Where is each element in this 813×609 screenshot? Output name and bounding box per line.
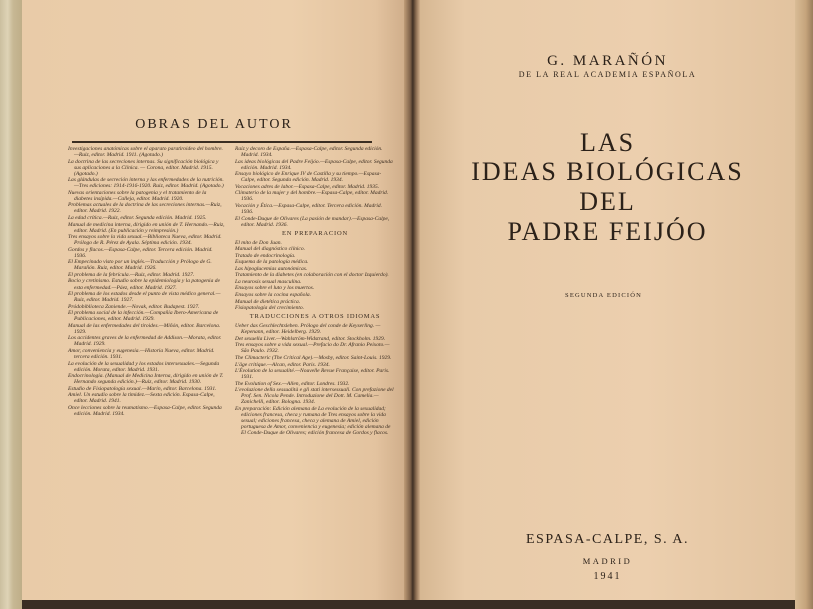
prep-entry: Tratado de endocrinología. bbox=[235, 252, 296, 259]
work-entry: El problema de los estados desde el punto de vista médico general.—Ruiz, editor. Madrid. 1927. bbox=[68, 291, 221, 304]
translation-entry: The Climacteric (The Critical Age).—Mosby, editor. Saint-Louis. 1929. bbox=[235, 354, 392, 361]
translation-entry: En preparación: Edición alemana de La evolución de la sexualidad; ediciones francesa, checa y rumana de Tres ensayos sobre la vida sexual; ediciones francesa, checa y alemana de Amiel, edición portuguesa de Amor, conveniencia y eugenesia; edición alemana de El Conde-Duque de Olivares; edición francesa de Gordos y flacos. bbox=[235, 405, 391, 437]
translation-entry: Tres ensayos sobre a vida sexual.—Prefacio do Dr. Afranio Peixoto.—São Paulo. 1932. bbox=[235, 342, 390, 355]
work-entry: El problema de la febrícula.—Ruiz, editor. Madrid. 1927. bbox=[68, 271, 195, 278]
title-line: PADRE FEIJÓO bbox=[507, 217, 708, 246]
work-entry: Raíz y decoro de España.—Espasa-Calpe, editor. Segunda edición. Madrid. 1934. bbox=[235, 146, 383, 159]
prep-entry: Ensayos sobre el luto y los muertos. bbox=[235, 285, 315, 292]
prep-entry: Manual del diagnóstico clínico. bbox=[235, 246, 305, 253]
prep-entry: Esquema de la patología médica. bbox=[235, 259, 309, 266]
work-entry: Vocaciones adres de labor.—Espasa-Calpe, editor. Madrid. 1935. bbox=[235, 183, 380, 190]
translation-entry: L'âge critique.—Alcan, editor. Paris. 1934. bbox=[235, 361, 330, 368]
prep-entry: La neurosis sexual masculina. bbox=[235, 278, 302, 285]
work-entry: La doctrina de las secreciones internas. Su significación biológica y sus aplicaciones a la Clínica. — Corona, editor. Madrid. 1915. (Agotado.) bbox=[68, 158, 219, 177]
prep-entry: Manual de dietética práctica. bbox=[235, 298, 301, 305]
translation-entry: L'Évolution de la sexualité.—Nouvelle Revue Française, editor. Paris. 1931. bbox=[235, 368, 390, 381]
work-entry: Amiel. Un estudio sobre la timidez.—Sexta edición. Espasa-Calpe, editor. Madrid. 1941. bbox=[68, 392, 215, 405]
edition-label: SEGUNDA EDICIÓN bbox=[565, 292, 643, 299]
work-entry: El Conde-Duque de Olivares (La pasión de mandar).—Espasa-Calpe, editor. Madrid. 1936. bbox=[235, 215, 390, 228]
work-entry: El problema social de la infección.—Compañía Ibero-Americana de Publicaciones, editor. Madrid. 1929. bbox=[68, 310, 219, 323]
right-page bbox=[420, 0, 795, 605]
publisher-city: MADRID bbox=[582, 556, 633, 566]
work-entry: Los accidentes graves de la enfermedad de Addison.—Morata, editor. Madrid. 1929. bbox=[68, 335, 222, 348]
translations-heading: TRADUCCIONES A OTROS IDIOMAS bbox=[249, 313, 381, 321]
work-entry: Las ideas biológicas del Padre Feijóo.—Espasa-Calpe, editor. Segunda edición. Madrid. 1934. bbox=[235, 158, 393, 171]
work-entry: Pródobiblioteca Zaniende.—Novak, editor. Budapest. 1927. bbox=[68, 303, 200, 310]
publisher-name: ESPASA-CALPE, S. A. bbox=[526, 532, 689, 547]
work-entry: Climaterio de la mujer y del hombre.—Espasa-Calpe, editor. Madrid. 1936. bbox=[235, 190, 389, 203]
work-entry: Las glándulas de secreción interna y las enfermedades de la nutrición.—Tres ediciones: 1914-1916-1920. Ruiz, editor. Madrid. (Agotado.) bbox=[68, 177, 224, 190]
work-entry: Gordos y flacos.—Espasa-Calpe, editor. Tercera edición. Madrid. 1936. bbox=[68, 246, 213, 259]
title-line: DEL bbox=[579, 187, 636, 216]
translation-entry: The Evolution of Sex.—Allen, editor. Londres. 1932. bbox=[235, 380, 350, 387]
prep-entry: Fisiopatología del crecimiento. bbox=[235, 305, 304, 312]
prep-entry: El mito de Don Juan. bbox=[235, 239, 282, 246]
work-entry: El Empecinado visto por un inglés.—Traducción y Prólogo de G. Marañón. Ruiz, editor. Madrid. 1926. bbox=[68, 259, 212, 272]
work-entry: Nuevas orientaciones sobre la patogenia y el tratamiento de la diabetes insípida.—Calleja, editor. Madrid. 1920. bbox=[68, 189, 207, 202]
work-entry: Vocación y Ética.—Espasa-Calpe, editor. Tercera edición. Madrid. 1936. bbox=[235, 202, 383, 215]
works-heading: OBRAS DEL AUTOR bbox=[135, 117, 293, 132]
translation-entry: Det sexuella Livet.—Wahlström-Widstrand, editor. Stockholm. 1929. bbox=[235, 335, 386, 342]
cover-edge-right bbox=[795, 0, 813, 609]
work-entry: La edad crítica.—Ruiz, editor. Segunda edición. Madrid. 1925. bbox=[68, 215, 207, 222]
work-entry: Endocrinología. (Manual de Medicina Interna, dirigido en unión de T. Hernando segunda edición.)—Ruiz, editor. Madrid. 1930. bbox=[68, 373, 224, 386]
author-affiliation: DE LA REAL ACADEMIA ESPAÑOLA bbox=[518, 70, 697, 79]
author-name: G. MARAÑÓN bbox=[547, 53, 668, 69]
publication-year: 1941 bbox=[593, 571, 622, 582]
work-entry: La evolución de la sexualidad y los estados intersexuales.—Segunda edición. Morata, editor. Madrid. 1931. bbox=[68, 360, 220, 373]
heading-rule bbox=[72, 141, 372, 143]
prep-entry: Las hipoglucemias autonómicas. bbox=[235, 265, 308, 272]
work-entry: Bocio y cretinismo. Estudio sobre la epidemiología y la patogenia de esta enfermedad.—Páez, editor. Madrid. 1927. bbox=[68, 278, 220, 291]
work-entry: Manual de medicina interna, dirigido en unión de T. Hernando.—Ruiz, editor. Madrid. (En publicación y reimpresión.) bbox=[68, 221, 225, 234]
cover-edge-left bbox=[0, 0, 22, 609]
works-column-a bbox=[68, 146, 226, 418]
work-entry: Problemas actuales de la doctrina de las secreciones internas.—Ruiz, editor. Madrid. 1922. bbox=[68, 202, 222, 215]
in-preparation-heading: EN PREPARACION bbox=[281, 229, 349, 237]
translation-entry: L'evoluzione della sessualità e gli stati intersessuali. Con prefazione del Prof. Sen. Nicola Pende. Introduzione del Dott. M. Camelia.—Zanichelli, editor. Bologna. 1934. bbox=[235, 387, 394, 406]
work-entry: Ensayo biológico de Enrique IV de Castilla y su tiempo.—Espasa-Calpe, editor. Segunda edición. Madrid. 1934. bbox=[235, 171, 382, 184]
book-gutter bbox=[404, 0, 420, 605]
work-entry: Amor, conveniencia y eugenesia.—Historia Nueva, editor. Madrid. tercera edición. 1931. bbox=[68, 348, 215, 361]
translation-entry: Ueber das Geschlechtsleben. Prólogo del conde de Keyserling. — Kepenann, editor. Heidelberg. 1929. bbox=[235, 323, 381, 336]
prep-entry: Ensayos sobre la cocina española. bbox=[235, 292, 312, 299]
title-line: IDEAS BIOLÓGICAS bbox=[471, 157, 744, 186]
work-entry: Estudio de Fisiopatología sexual.—Marín, editor. Barcelona. 1931. bbox=[68, 385, 217, 392]
work-entry: Investigaciones anatómicas sobre el aparato paratiroideo del hombre.—Ruiz, editor. Madrid. 1911. (Agotado.) bbox=[68, 146, 223, 159]
work-entry: Manual de las enfermedades del tiroides.—Miñón, editor. Barcelona. 1929. bbox=[68, 322, 221, 335]
title-line: LAS bbox=[579, 128, 636, 157]
work-entry: Once lecciones sobre la reumatismo.—Espasa-Calpe, editor. Segunda edición. Madrid. 1934. bbox=[68, 404, 222, 417]
works-column-b bbox=[235, 146, 395, 437]
work-entry: Tres ensayos sobre la vida sexual.—Biblioteca Nueva, editor. Madrid. Prólogo de R. Pérez de Ayala. Séptima edición. 1934. bbox=[68, 234, 222, 247]
bottom-edge bbox=[22, 600, 795, 609]
prep-entry: Tratamiento de la diabetes (en colaboración con el doctor Izquierdo). bbox=[235, 272, 389, 279]
